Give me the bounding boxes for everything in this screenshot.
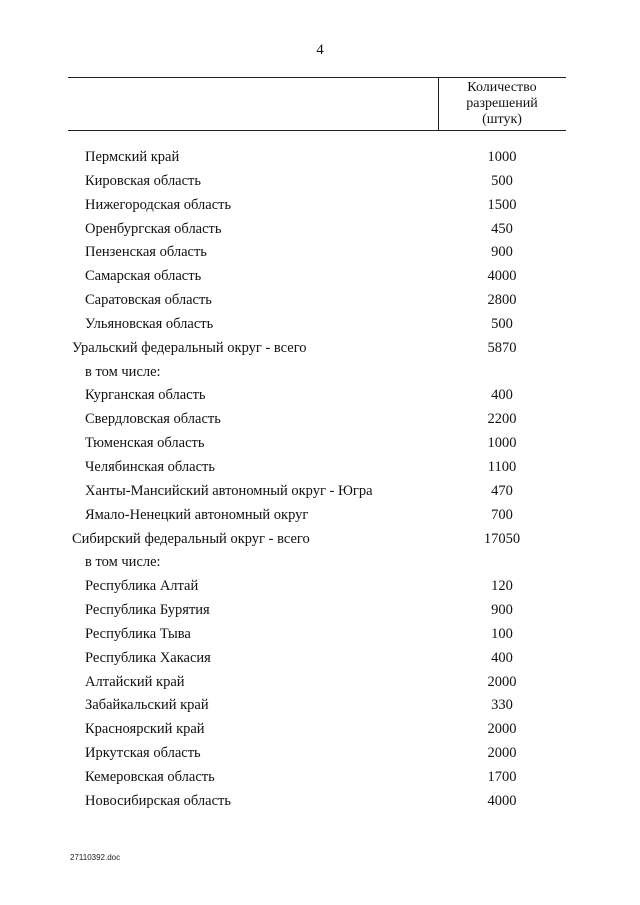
column-header-line: (штук): [482, 112, 522, 127]
table-row: [0, 170, 640, 194]
table-row: [0, 432, 640, 456]
table-row: [0, 480, 640, 504]
region-name: в том числе:: [85, 363, 161, 380]
permit-count: 470: [491, 482, 513, 499]
region-name: Саратовская область: [85, 292, 212, 309]
region-name: Самарская область: [85, 268, 202, 285]
table-top-rule: [68, 77, 566, 78]
region-name: Свердловская область: [85, 411, 221, 428]
region-name: Республика Хакасия: [85, 649, 211, 666]
table-row: [0, 599, 640, 623]
table-row: [0, 575, 640, 599]
table-row: [0, 289, 640, 313]
permit-count: 1100: [487, 458, 517, 475]
table-header-bottom-rule: [68, 130, 566, 131]
region-name: Ямало-Ненецкий автономный округ: [85, 506, 309, 523]
table-row: [0, 265, 640, 289]
region-name: Красноярский край: [85, 721, 205, 738]
region-name: Пензенская область: [85, 244, 207, 261]
table-row: [0, 790, 640, 814]
permit-count: 330: [491, 697, 513, 714]
region-name: Оренбургская область: [85, 220, 222, 237]
table-row-total: [0, 528, 640, 552]
permit-count: 1500: [487, 196, 517, 213]
region-name: Курганская область: [85, 387, 206, 404]
region-name: Тюменская область: [85, 435, 205, 452]
permit-count: 400: [491, 387, 513, 404]
region-name: Ульяновская область: [85, 315, 214, 332]
region-name: Сибирский федеральный округ - всего: [72, 530, 310, 547]
table-row: [0, 361, 640, 385]
column-header-line: разрешений: [466, 96, 538, 111]
table-row: [0, 623, 640, 647]
permit-count: 2000: [487, 745, 517, 762]
permit-count: 4000: [487, 268, 517, 285]
page-number: 4: [316, 42, 324, 58]
region-name: Нижегородская область: [85, 196, 232, 213]
table-row: [0, 384, 640, 408]
permit-count: 500: [491, 172, 513, 189]
permit-count: 900: [491, 602, 513, 619]
region-name: Челябинская область: [85, 458, 215, 475]
table-row: [0, 504, 640, 528]
region-name: Кемеровская область: [85, 768, 215, 785]
region-name: Новосибирская область: [85, 792, 231, 809]
permit-count: 120: [491, 578, 513, 595]
table-row: [0, 551, 640, 575]
region-name: Забайкальский край: [85, 697, 209, 714]
region-name: Республика Бурятия: [85, 602, 210, 619]
permit-count: 2800: [487, 292, 517, 309]
region-name: Ханты-Мансийский автономный округ - Югра: [85, 482, 373, 499]
permit-count: 400: [491, 649, 513, 666]
table-row: [0, 313, 640, 337]
region-name: Иркутская область: [85, 745, 201, 762]
region-name: Пермский край: [85, 149, 180, 165]
permit-count: 17050: [483, 530, 521, 547]
permit-count: 1000: [487, 435, 517, 452]
region-name: Кировская область: [85, 172, 202, 189]
table-row: [0, 146, 640, 170]
column-header-line: Количество: [467, 80, 537, 95]
region-name: Республика Алтай: [85, 578, 199, 595]
column-header: [438, 80, 566, 128]
permit-count: 4000: [487, 792, 517, 809]
table-row: [0, 456, 640, 480]
table-row: [0, 194, 640, 218]
table-row-total: [0, 337, 640, 361]
table-row: [0, 241, 640, 265]
table-row: [0, 718, 640, 742]
region-name: в том числе:: [85, 554, 161, 571]
region-name: Алтайский край: [85, 673, 185, 690]
region-name: Республика Тыва: [85, 625, 191, 642]
permit-count: 5870: [487, 339, 517, 356]
permit-count: 100: [491, 625, 513, 642]
table-row: [0, 694, 640, 718]
table-row: [0, 408, 640, 432]
permit-count: 2000: [487, 673, 517, 690]
table-row: [0, 766, 640, 790]
permit-count: 700: [491, 506, 513, 523]
table-row: [0, 218, 640, 242]
footer-filename: 27110392.doc: [70, 853, 121, 862]
table-row: [0, 647, 640, 671]
table-body: [0, 146, 640, 814]
table-row: [0, 671, 640, 695]
permit-count: 2000: [487, 721, 517, 738]
region-name: Уральский федеральный округ - всего: [72, 339, 307, 356]
permit-count: 1000: [487, 149, 517, 165]
table-row: [0, 742, 640, 766]
permit-count: 2200: [487, 411, 517, 428]
permit-count: 900: [491, 244, 513, 261]
permit-count: 500: [491, 315, 513, 332]
permit-count: 450: [491, 220, 513, 237]
permit-count: 1700: [487, 768, 517, 785]
